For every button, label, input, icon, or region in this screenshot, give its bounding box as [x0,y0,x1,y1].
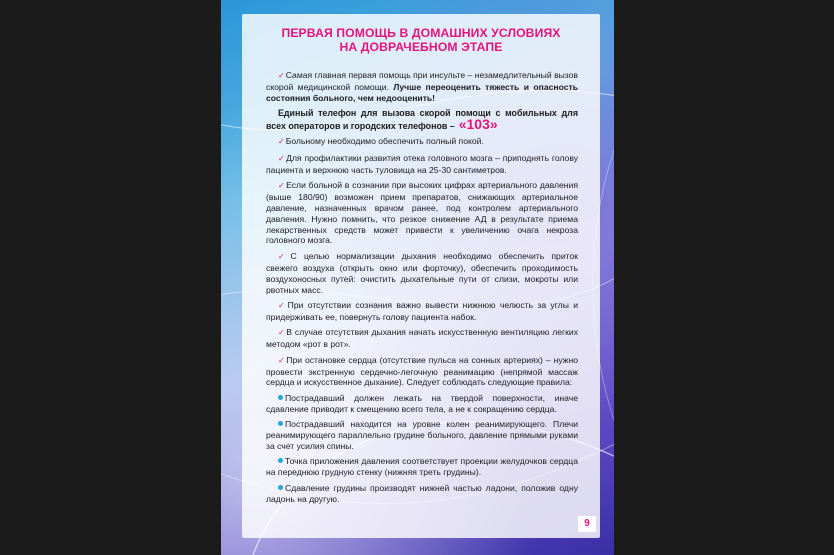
phone-text: Единый телефон для вызова скорой помощи с мобильных для всех операторов и городских телефонов – [266,108,578,132]
brochure-page [221,0,614,555]
dot-bullet-icon [278,485,283,490]
dot-bullet-icon [278,421,283,426]
phone-number: «103» [458,116,498,133]
checkmark-icon: ✓ [278,71,285,80]
page-number: 9 [578,516,596,532]
list-item [266,355,578,389]
intro-text: Самая главная первая помощь при инсульте – незамедлительный вызов скорой медицинской помощи. [266,70,578,92]
list-item [266,251,578,296]
list-item [266,180,578,246]
list-item-text: При отсутствии сознания важно вывести нижнюю челюсть за углы и придерживать ее, повернуть голову пациента набок. [266,300,578,322]
rule-item-text: Пострадавший находится на уровне колен реанимирующего. Плечи реанимирующего параллельно грудине больного, давление прямыми руками за счет усилия спины. [266,419,578,451]
intro-paragraph [266,70,578,104]
rule-item [266,393,578,415]
page-title [242,26,600,54]
list-item-text: С целью нормализации дыхания необходимо обеспечить приток свежего воздуха (открыть окно или форточку), обеспечить проходимость воздухоносных путей: очистить дыхательные пути от слизи, мокроты или рвотных масс. [266,250,579,295]
list-item [266,327,578,350]
list-item [266,153,578,176]
list-item [266,136,578,148]
rule-item-text: Сдавление грудины производят нижней частью ладони, положив одну ладонь на другую. [266,482,578,504]
list-item-text: При остановке сердца (отсутствие пульса на сонных артериях) – нужно провести экстренную сердечно-легочную реанимацию (непрямой массаж сердца и искусственное дыхание). Следует соблюдать следующие правила: [266,354,578,388]
rule-item-text: Пострадавший должен лежать на твердой поверхности, иначе сдавление приводит к смещению всего тела, а не к сокращению сердца. [266,392,578,414]
checkmark-icon: ✓ [278,153,286,163]
list-item-text: Если больной в сознании при высоких цифрах артериального давления (выше 180/90) возможен прием препаратов, снижающих артериальное давление, назначенных врачом ранее, под контролем артериального давления. Нужно помнить, что резкое снижение АД в результате приема лекарственных средств может привести к увеличению очага некроза головного мозга. [266,179,578,246]
article-body [266,70,578,509]
title-line-1: ПЕРВАЯ ПОМОЩЬ В ДОМАШНИХ УСЛОВИЯХ [281,26,561,40]
checkmark-icon: ✓ [278,251,290,261]
content-card [242,14,600,538]
rule-item [266,483,578,505]
intro-emphasis: Лучше переоценить тяжесть и опасность состояния больного, чем недооценить! [266,81,578,103]
dot-bullet-icon [278,458,283,463]
checkmark-icon: ✓ [278,180,286,190]
checkmark-icon: ✓ [278,301,287,310]
checkmark-icon: ✓ [278,328,286,338]
rule-item [266,456,578,478]
dot-bullet-icon [278,395,283,400]
list-item-text: Больному необходимо обеспечить полный покой. [285,136,484,147]
emergency-phone [266,108,578,132]
checkmark-icon: ✓ [278,355,286,365]
list-item-text: В случае отсутствия дыхания начать искусственную вентиляцию легких методом «рот в рот». [266,327,578,350]
rule-item [266,419,578,452]
title-line-2: НА ДОВРАЧЕБНОМ ЭТАПЕ [339,40,503,54]
list-item [266,300,578,323]
list-item-text: Для профилактики развития отека головного мозга – приподнять голову пациента и верхнюю часть туловища на 25-30 сантиметров. [266,152,578,175]
rule-item-text: Точка приложения давления соответствует проекции желудочков сердца на переднюю грудную стенку (нижняя треть грудины). [266,456,578,478]
checkmark-icon: ✓ [278,137,285,147]
